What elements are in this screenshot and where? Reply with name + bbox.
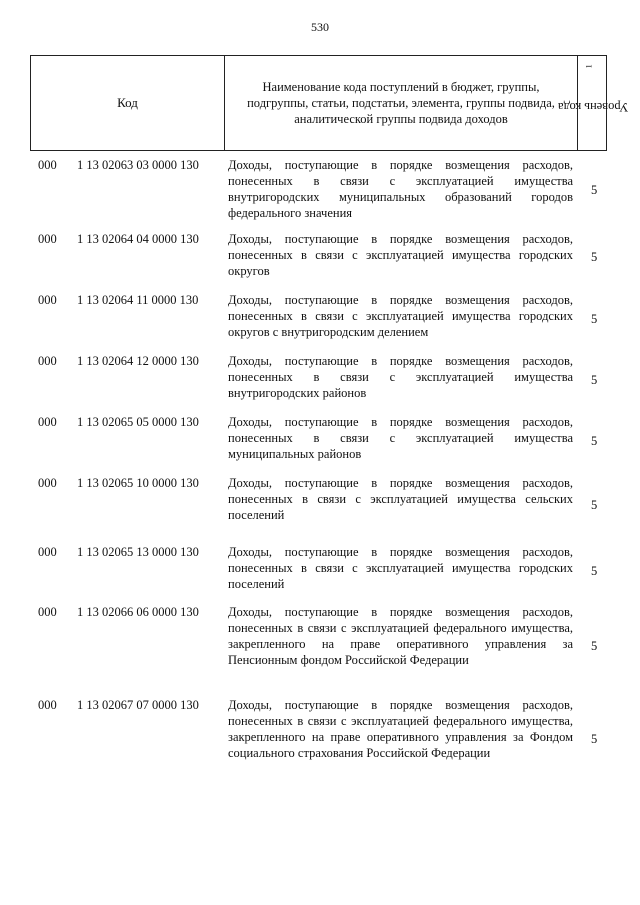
- header-name: Наименование кода поступлений в бюджет, группы, подгруппы, статьи, подстатьи, элемента, группы подвида, аналитической группы подвида доходов: [247, 80, 555, 126]
- row-level: 5: [591, 498, 598, 512]
- row-level: 5: [591, 312, 598, 326]
- row-income-name: Доходы, поступающие в порядке возмещения расходов, понесенных в связи с эксплуатацией федерального имущества, закрепленного на праве оперативного управления за Фондом социального страхования Российской Федерации: [228, 698, 573, 760]
- row-admin-code: 000: [38, 158, 57, 172]
- row-income-code: 1 13 02065 13 0000 130: [77, 545, 199, 559]
- row-level: 5: [591, 732, 598, 746]
- row-income-name: Доходы, поступающие в порядке возмещения расходов, понесенных в связи с эксплуатацией имущества городских округов с внутригородским делением: [228, 293, 573, 339]
- row-income-name: Доходы, поступающие в порядке возмещения расходов, понесенных в связи с эксплуатацией имущества внутригородских районов: [228, 354, 573, 400]
- row-level: 5: [591, 564, 598, 578]
- row-income-name: Доходы, поступающие в порядке возмещения расходов, понесенных в связи с эксплуатацией имущества муниципальных районов: [228, 415, 573, 461]
- header-level-label: Уровень кода: [557, 100, 629, 115]
- row-income-code: 1 13 02064 12 0000 130: [77, 354, 199, 368]
- row-admin-code: 000: [38, 232, 57, 246]
- row-income-name: Доходы, поступающие в порядке возмещения расходов, понесенных в связи с эксплуатацией имущества сельских поселений: [228, 476, 573, 522]
- row-admin-code: 000: [38, 476, 57, 490]
- row-level: 5: [591, 639, 598, 653]
- row-level: 5: [591, 373, 598, 387]
- header-level: [557, 56, 629, 150]
- row-level: 5: [591, 183, 598, 197]
- table-header: [30, 55, 629, 151]
- row-admin-code: 000: [38, 354, 57, 368]
- row-level: 5: [591, 250, 598, 264]
- row-admin-code: 000: [38, 545, 57, 559]
- page-number: 530: [311, 20, 329, 34]
- row-admin-code: 000: [38, 698, 57, 712]
- row-income-name: Доходы, поступающие в порядке возмещения расходов, понесенных в связи с эксплуатацией имущества городских округов: [228, 232, 573, 278]
- row-income-name: Доходы, поступающие в порядке возмещения расходов, понесенных в связи с эксплуатацией федерального имущества, закрепленного на праве оперативного управления за Пенсионным фондом Российской Федерации: [228, 605, 573, 667]
- row-income-code: 1 13 02064 11 0000 130: [77, 293, 199, 307]
- row-admin-code: 000: [38, 293, 57, 307]
- row-admin-code: 000: [38, 605, 57, 619]
- row-income-code: 1 13 02066 06 0000 130: [77, 605, 199, 619]
- row-admin-code: 000: [38, 415, 57, 429]
- row-income-code: 1 13 02063 03 0000 130: [77, 158, 199, 172]
- row-income-code: 1 13 02067 07 0000 130: [77, 698, 199, 712]
- row-income-name: Доходы, поступающие в порядке возмещения расходов, понесенных в связи с эксплуатацией имущества внутригородских муниципальных образований городов федерального значения: [228, 158, 573, 220]
- row-income-name: Доходы, поступающие в порядке возмещения расходов, понесенных в связи с эксплуатацией имущества городских поселений: [228, 545, 573, 591]
- row-level: 5: [591, 434, 598, 448]
- header-code: Код: [117, 95, 138, 110]
- row-income-code: 1 13 02064 04 0000 130: [77, 232, 199, 246]
- row-income-code: 1 13 02065 10 0000 130: [77, 476, 199, 490]
- header-level-footnote: 1: [584, 64, 594, 69]
- row-income-code: 1 13 02065 05 0000 130: [77, 415, 199, 429]
